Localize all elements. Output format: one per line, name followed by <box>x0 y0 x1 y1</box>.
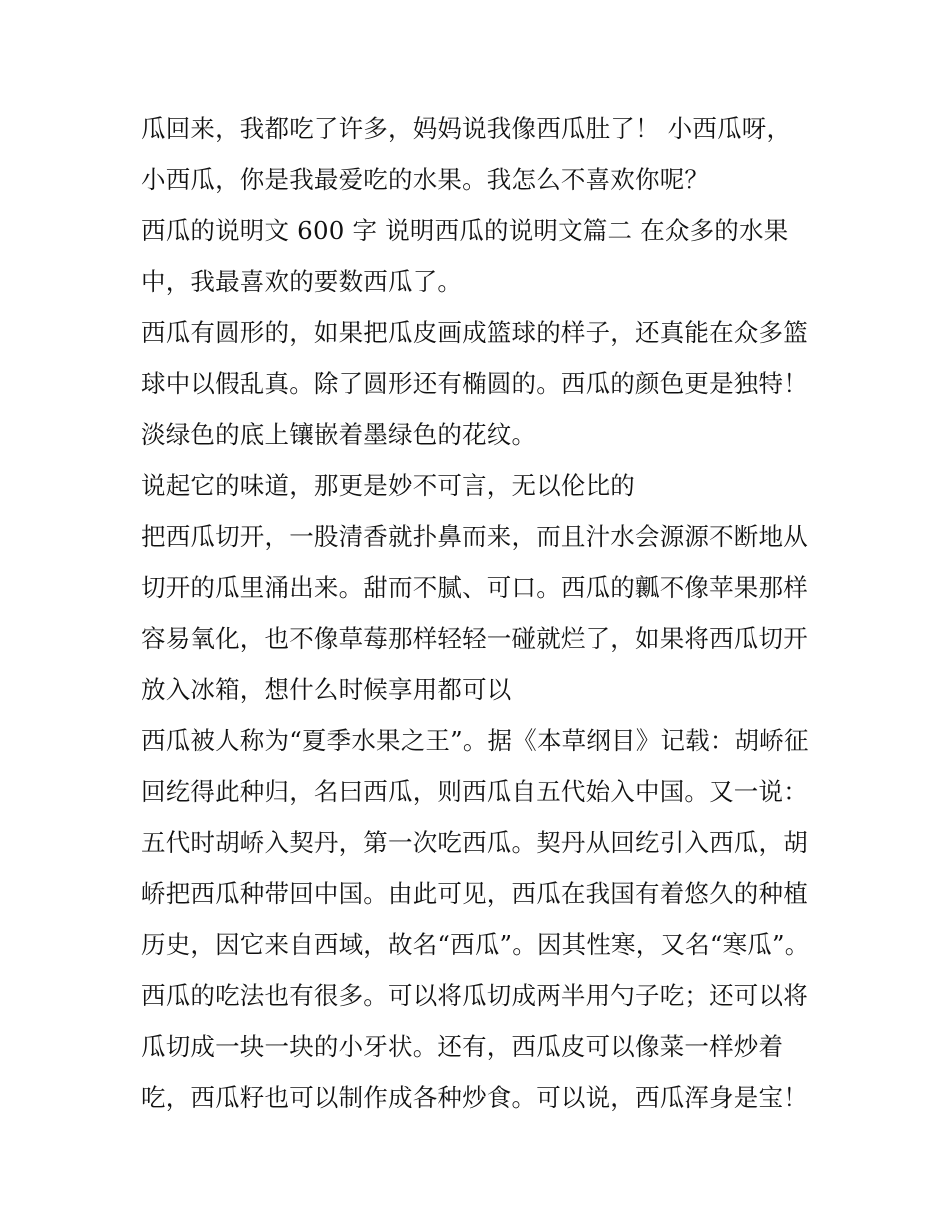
text-line: 瓜切成一块一块的小牙状。还有，西瓜皮可以像菜一样炒着 <box>141 1032 784 1061</box>
text-line: 历史，因它来自西域，故名“西瓜”。因其性寒，又名“寒瓜”。 <box>141 930 810 959</box>
text-line: 西瓜有圆形的，如果把瓜皮画成篮球的样子，还真能在众多篮 <box>141 318 808 347</box>
text-line: 五代时胡峤入契丹，第一次吃西瓜。契丹从回纥引入西瓜，胡 <box>141 828 808 857</box>
text-line: 球中以假乱真。除了圆形还有椭圆的。西瓜的颜色更是独特！ <box>141 369 808 398</box>
text-line: 切开的瓜里涌出来。甜而不腻、可口。西瓜的瓤不像苹果那样 <box>141 573 808 602</box>
text-line: 放入冰箱，想什么时候享用都可以 <box>141 675 512 704</box>
text-line: 容易氧化，也不像草莓那样轻轻一碰就烂了，如果将西瓜切开 <box>141 624 808 653</box>
text-line: 西瓜被人称为“夏季水果之王”。据《本草纲目》记载：胡峤征 <box>141 726 809 755</box>
text-line: 中，我最喜欢的要数西瓜了。 <box>141 267 463 296</box>
text-line: 淡绿色的底上镶嵌着墨绿色的花纹。 <box>141 420 537 449</box>
document-body <box>141 103 821 1123</box>
text-line: 峤把西瓜种带回中国。由此可见，西瓜在我国有着悠久的种植 <box>141 879 808 908</box>
text-line: 小西瓜，你是我最爱吃的水果。我怎么不喜欢你呢？ <box>141 165 710 194</box>
text-line: 瓜回来，我都吃了许多，妈妈说我像西瓜肚了！ 小西瓜呀， <box>141 114 792 143</box>
text-line: 回纥得此种归，名曰西瓜，则西瓜自五代始入中国。又一说： <box>141 777 808 806</box>
text-line: 吃，西瓜籽也可以制作成各种炒食。可以说，西瓜浑身是宝！ <box>141 1083 808 1112</box>
text-line: 把西瓜切开，一股清香就扑鼻而来，而且汁水会源源不断地从 <box>141 522 808 551</box>
text-line: 西瓜的吃法也有很多。可以将瓜切成两半用勺子吃；还可以将 <box>141 981 808 1010</box>
text-line: 西瓜的说明文 600 字 说明西瓜的说明文篇二 在众多的水果 <box>141 216 789 245</box>
text-line: 说起它的味道，那更是妙不可言，无以伦比的 <box>141 471 635 500</box>
